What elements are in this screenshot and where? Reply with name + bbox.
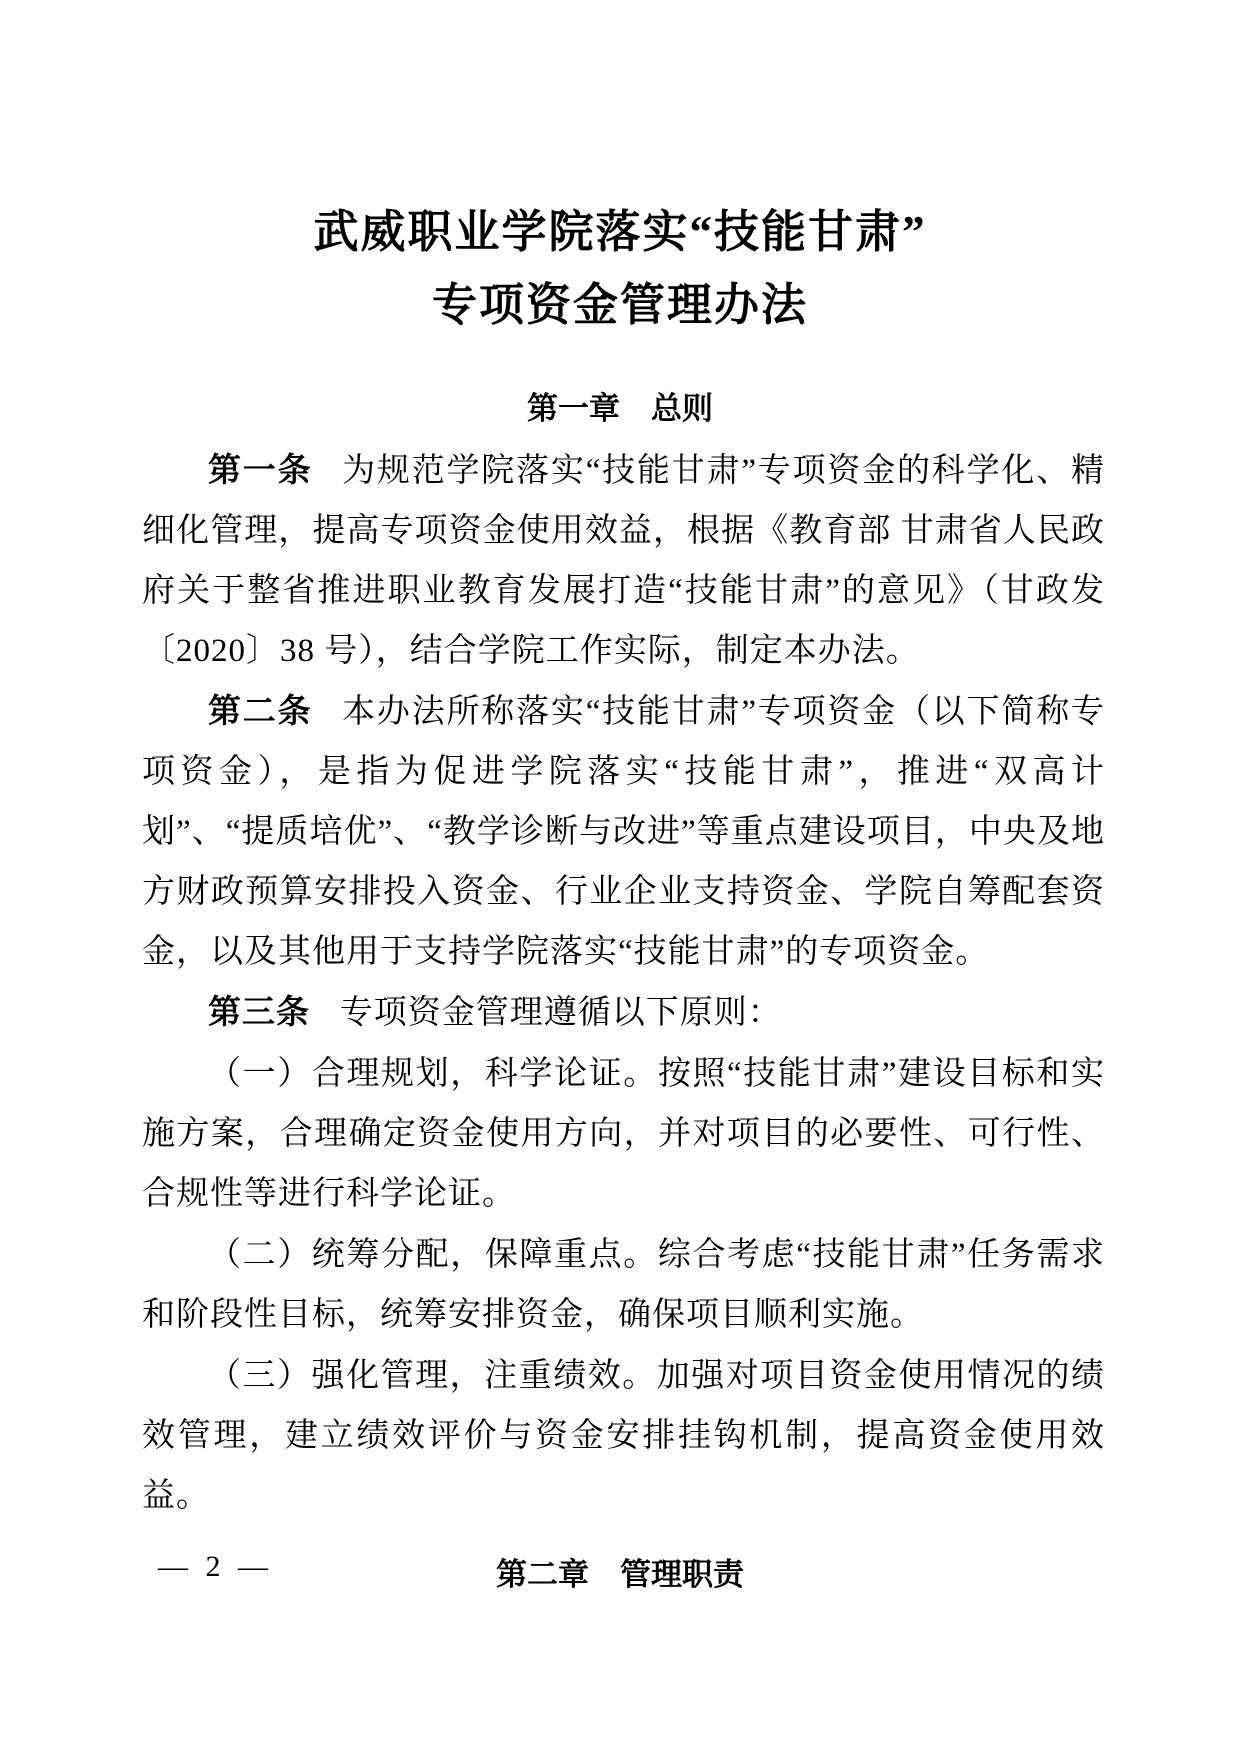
article-3-item-2-text: （二）统筹分配，保障重点。综合考虑“技能甘肃”任务需求和阶段性目标，统筹安排资金，确保项目顺利实施。 (142, 1237, 1105, 1333)
page-number: — 2 — (158, 1550, 273, 1583)
chapter-2-heading: 第二章 管理职责 (496, 1557, 744, 1592)
document-title-line-1: 武威职业学院落实“技能甘肃” (313, 207, 927, 257)
chapter-1-heading: 第一章 总则 (527, 391, 713, 426)
article-3-text: 专项资金管理遵循以下原则： (339, 995, 782, 1031)
article-3-item-2-paragraph (142, 1224, 1105, 1345)
document-title-line-2: 专项资金管理办法 (431, 280, 808, 330)
article-1-lead: 第一条 (208, 451, 313, 488)
article-3-item-3-paragraph (142, 1345, 1105, 1526)
article-3-item-3-text: （三）强化管理，注重绩效。加强对项目资金使用情况的绩效管理，建立绩效评价与资金安排挂钩机制，提高资金使用效益。 (142, 1358, 1105, 1514)
article-1-paragraph (142, 440, 1105, 681)
article-2-text: 本办法所称落实“技能甘肃”专项资金（以下简称专项资金），是指为促进学院落实“技能甘肃”，推进“双高计划”、“提质培优”、“教学诊断与改进”等重点建设项目，中央及地方财政预算安排投入资金、行业企业支持资金、学院自筹配套资金，以及其他用于支持学院落实“技能甘肃”的专项资金。 (142, 694, 1106, 970)
document-title (0, 0, 1240, 342)
article-3-item-1-paragraph (142, 1043, 1105, 1224)
article-3-item-1-text: （一）合理规划，科学论证。按照“技能甘肃”建设目标和实施方案，合理确定资金使用方向，并对项目的必要性、可行性、合规性等进行科学论证。 (142, 1056, 1105, 1212)
article-3-lead: 第三条 (208, 993, 310, 1030)
article-2-lead: 第二条 (208, 692, 313, 729)
article-1-text: 为规范学院落实“技能甘肃”专项资金的科学化、精细化管理，提高专项资金使用效益，根据《教育部 甘肃省人民政府关于整省推进职业教育发展打造“技能甘肃”的意见》（甘政发〔2020〕38 号），结合学院工作实际，制定本办法。 (142, 453, 1106, 669)
document-body (142, 440, 1105, 1526)
article-3-paragraph (142, 982, 1105, 1043)
article-2-paragraph (142, 681, 1105, 982)
